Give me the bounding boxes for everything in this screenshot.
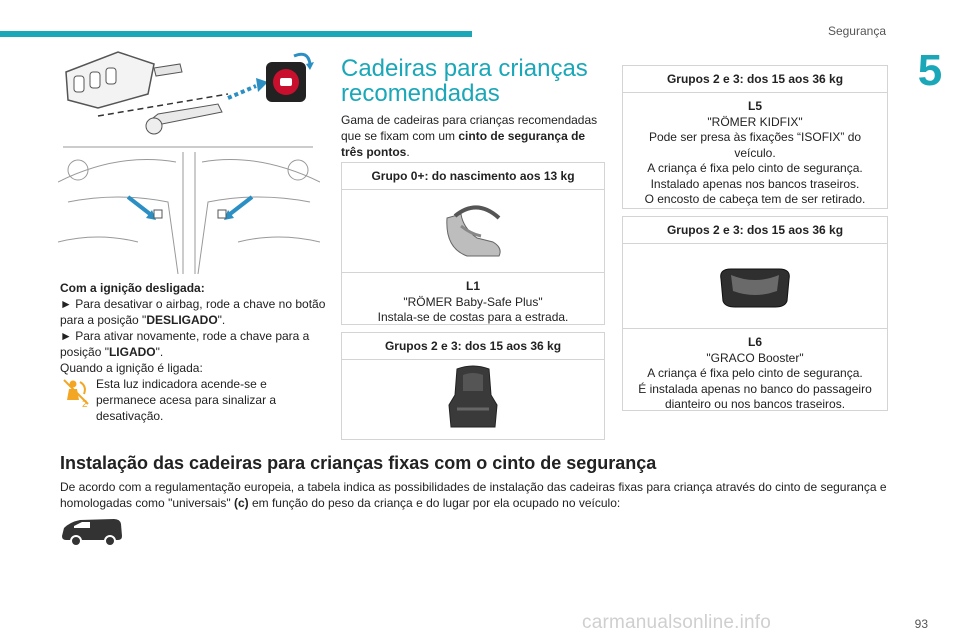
recommended-seats-title: Cadeiras para crianças recomendadas bbox=[341, 55, 588, 107]
section-title: Segurança bbox=[827, 24, 886, 38]
svg-text:2: 2 bbox=[82, 399, 88, 408]
lamp-description: Esta luz indicadora acende-se e permanece acesa para sinalizar a desativação. bbox=[96, 377, 277, 423]
seat-card-group23 bbox=[341, 332, 605, 440]
airbag-instructions bbox=[60, 280, 326, 424]
seat-belt-note: A criança é fixa pelo cinto de segurança. bbox=[647, 366, 863, 380]
seat-name: "GRACO Booster" bbox=[706, 350, 804, 365]
fixed-seat-heading: Instalação das cadeiras para crianças fixas com o cinto de segurança bbox=[60, 453, 657, 473]
header-accent-bar bbox=[0, 31, 472, 37]
seat-name: "RÖMER Baby-Safe Plus" bbox=[403, 294, 543, 309]
chapter-number: 5 bbox=[917, 46, 943, 95]
airbag-key-illustration bbox=[58, 42, 320, 274]
seat-note: Instala-se de costas para a estrada. bbox=[377, 310, 569, 324]
fixed-seat-text: De acordo com a regulamentação europeia, a tabela indica as possibilidades de instalação das cadeiras fixas para criança através do cinto de segurança e homologadas como "universais" (c) em função do peso da criança e do lugar por ela ocupado no veículo: bbox=[60, 480, 887, 510]
booster-cushion-icon bbox=[715, 261, 795, 311]
seat-image bbox=[342, 360, 604, 436]
key-blade-icon bbox=[146, 104, 222, 134]
card-header: Grupos 2 e 3: dos 15 aos 36 kg bbox=[623, 217, 887, 244]
seat-headrest-note: O encosto de cabeça tem de ser retirado. bbox=[644, 192, 866, 206]
airbag-off-lamp-icon bbox=[60, 376, 92, 408]
page-number: 93 bbox=[914, 617, 928, 631]
seat-image bbox=[342, 190, 604, 273]
seat-image bbox=[623, 244, 887, 329]
seat-code: L6 bbox=[747, 335, 762, 349]
card-header: Grupo 0+: do nascimento aos 13 kg bbox=[342, 163, 604, 190]
seat-code: L5 bbox=[747, 99, 762, 113]
van-icon bbox=[60, 516, 124, 546]
airbag-switch-icon bbox=[266, 54, 314, 102]
seat-card-l1 bbox=[341, 162, 605, 325]
recommended-seats-intro: Gama de cadeiras para crianças recomendadas que se fixam com um cinto de segurança de três pontos. bbox=[341, 113, 598, 159]
deactivate-instruction: ► Para desativar o airbag, rode a chave no botão para a posição "DESLIGADO". bbox=[60, 297, 326, 327]
seat-rear-note: Instalado apenas nos bancos traseiros. bbox=[650, 176, 860, 191]
card-header: Grupos 2 e 3: dos 15 aos 36 kg bbox=[623, 66, 887, 93]
seat-name: "RÖMER KIDFIX" bbox=[707, 114, 803, 129]
seat-belt-note: A criança é fixa pelo cinto de segurança. bbox=[647, 161, 863, 175]
watermark: carmanualsonline.info bbox=[582, 612, 772, 633]
seat-card-l5 bbox=[622, 65, 888, 209]
key-fob-icon bbox=[66, 52, 182, 108]
card-header: Grupos 2 e 3: dos 15 aos 36 kg bbox=[342, 333, 604, 360]
baby-carrier-icon bbox=[437, 198, 509, 264]
seat-code: L1 bbox=[465, 279, 480, 293]
warning-lamp-row bbox=[60, 376, 326, 424]
dashboard-icon bbox=[58, 147, 320, 274]
activate-instruction: ► Para ativar novamente, rode a chave para a posição "LIGADO". bbox=[60, 329, 310, 359]
seat-isofix-note: Pode ser presa às fixações “ISOFIX” do veículo. bbox=[648, 130, 862, 160]
highback-booster-icon bbox=[445, 365, 501, 431]
seat-card-l6 bbox=[622, 216, 888, 411]
ignition-off-label: Com a ignição desligada: bbox=[60, 281, 205, 295]
seat-position-note: É instalada apenas no banco do passageiro dianteiro ou nos bancos traseiros. bbox=[638, 381, 872, 411]
ignition-on-label: Quando a ignição é ligada: bbox=[60, 361, 203, 375]
